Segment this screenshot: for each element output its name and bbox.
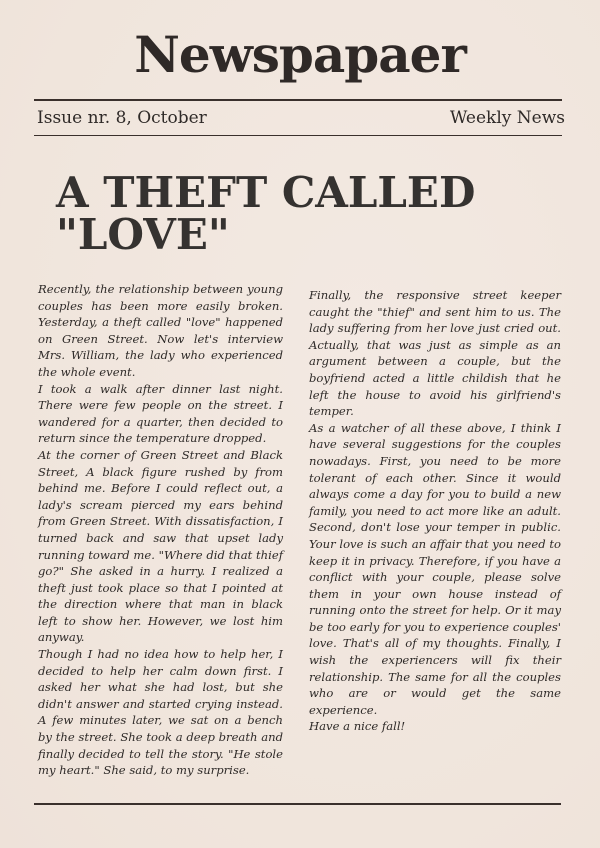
- paragraph: I took a walk after dinner last night. There were few people on the street. I wandered for a quarter, then decided to return since the temperature dropped.: [38, 381, 283, 446]
- paragraph: Though I had no idea how to help her, I decided to help her calm down first. I asked her what she had lost, but she didn't answer and started crying instead. A few minutes later, we sat on a bench by the street. She took a deep breath and finally decided to tell the story. "He stole my heart." She said, to my surprise.: [38, 647, 283, 778]
- paragraph: Have a nice fall!: [309, 719, 406, 734]
- section-label: Weekly News: [449, 108, 565, 128]
- article-column-right: [309, 287, 561, 735]
- paragraph: Recently, the relationship between young couples has been more easily broken. Yesterday, a theft called "love" happened on Green Street. Now let's interview Mrs. William, the lady who experienced the whole event.: [38, 282, 283, 379]
- masthead-divider: [34, 99, 562, 101]
- article-column-left: [38, 281, 283, 779]
- footer-divider: [34, 803, 561, 805]
- article-headline: A THEFT CALLED "LOVE": [56, 168, 476, 259]
- paragraph: Finally, the responsive street keeper caught the "thief" and sent him to us. The lady suffering from her love just cried out. Actually, that was just as simple as an argument between a couple, but the boyfriend acted a little childish that he left the house to avoid his girlfriend's temper.: [309, 288, 561, 419]
- paragraph: At the corner of Green Street and Black Street, A black figure rushed by from behind me. Before I could reflect out, a lady's scream pierced my ears behind from Green Street. With dissatisfaction, I turned back and saw that upset lady running toward me. "Where did that thief go?" She asked in a hurry. I realized a theft just took place so that I pointed at the direction where that man in black left to show her. However, we lost him anyway.: [38, 447, 283, 645]
- newspaper-title: Newspapaer: [134, 25, 466, 84]
- issue-info: Issue nr. 8, October: [37, 108, 207, 128]
- subheader-divider: [34, 135, 562, 136]
- paragraph: As a watcher of all these above, I think I have several suggestions for the couples nowadays. First, you need to be more tolerant of each other. Since it would always come a day for you to build a new family, you need to act more like an adult. Second, don't lose your temper in public. Your love is such an affair that you need to keep it in privacy. Therefore, if you have a conflict with your couple, please solve them in your own house instead of running onto the street for help. Or it may be too early for you to experience couples' love. That's all of my thoughts. Finally, I wish the experiencers will fix their relationship. The same for all the couples who are or would get the same experience.: [309, 420, 561, 717]
